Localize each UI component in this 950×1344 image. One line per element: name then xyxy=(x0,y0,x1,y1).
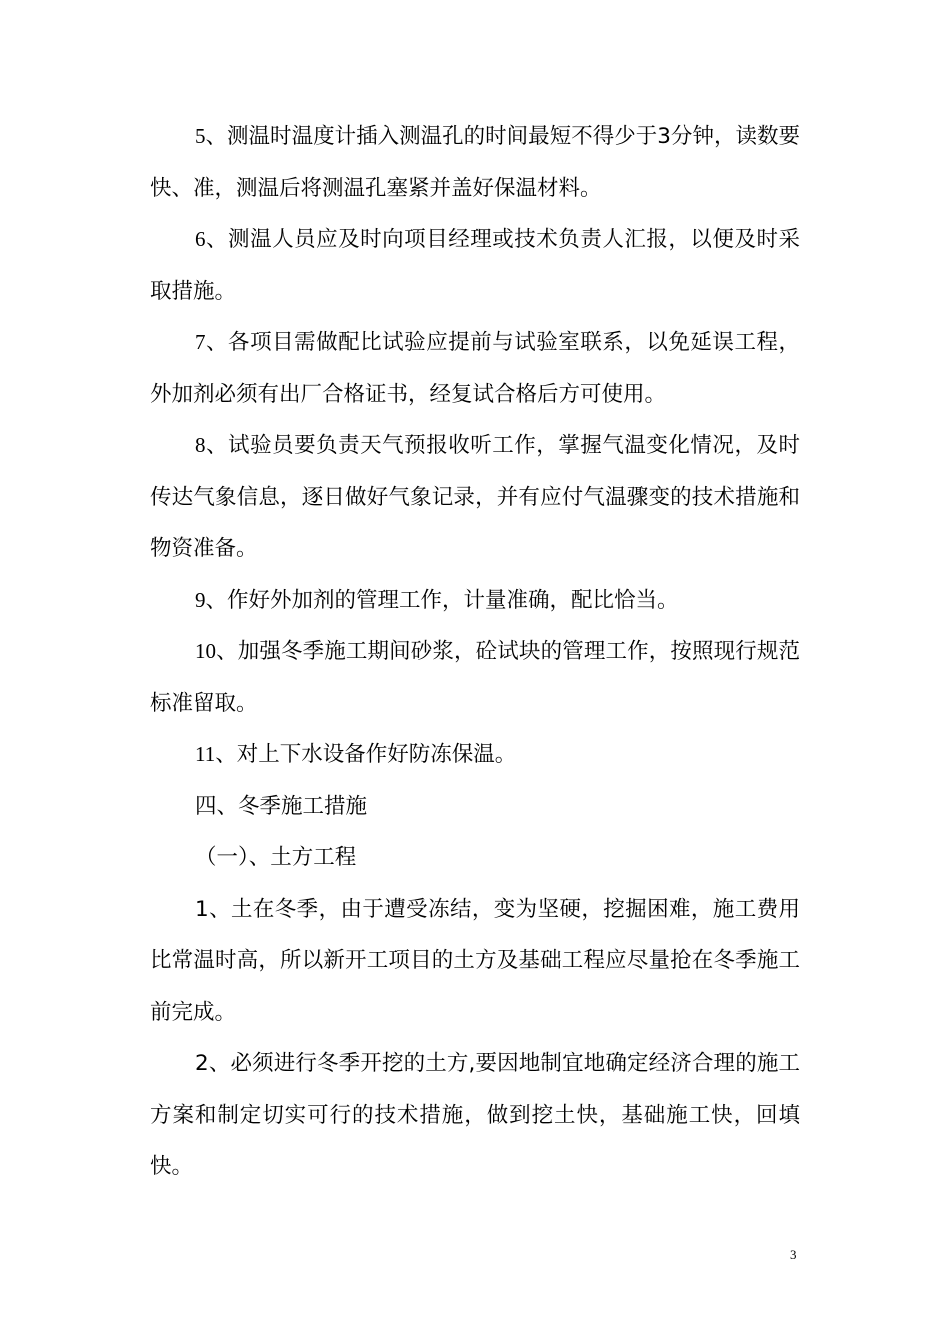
item-number: 9 xyxy=(195,587,206,612)
subsection-heading xyxy=(150,832,800,884)
section-heading-text: 四、冬季施工措施 xyxy=(195,793,368,819)
item-separator: 、 xyxy=(215,742,237,767)
item-separator: 、 xyxy=(205,587,228,613)
paragraph-text: 对上下水设备作好防冻保温。 xyxy=(236,742,517,767)
paragraph-text: 试验员要负责天气预报收听工作，掌握气温变化情况，及时传达气象信息，逐日做好气象记录，并有应付气温骤变的技术措施和物资准备。 xyxy=(150,433,800,561)
section-heading xyxy=(150,781,800,833)
paragraph-item-11 xyxy=(150,729,800,781)
paragraph-text: 2、必须进行冬季开挖的土方,要因地制宜地确定经济合理的施工方案和制定切实可行的技术措施，做到挖土快，基础施工快，回填快。 xyxy=(150,1051,800,1179)
paragraph-item-6 xyxy=(150,214,800,317)
paragraph-text: 1、土在冬季，由于遭受冻结，变为坚硬，挖掘困难，施工费用比常温时高，所以新开工项目的土方及基础工程应尽量抢在冬季施工前完成。 xyxy=(150,896,800,1025)
paragraph-item-10 xyxy=(150,626,800,729)
paragraph-text: 作好外加剂的管理工作，计量准确，配比恰当。 xyxy=(227,587,679,613)
item-separator: 、 xyxy=(205,330,229,355)
paragraph-item-7 xyxy=(150,317,800,420)
item-number: 7 xyxy=(195,330,206,354)
paragraph-item-9 xyxy=(150,575,800,627)
subsection-heading-text: （一）、土方工程 xyxy=(195,845,357,870)
item-number: 6 xyxy=(195,227,206,251)
item-separator: 、 xyxy=(205,124,228,149)
paragraph-text: 加强冬季施工期间砂浆，砼试块的管理工作，按照现行规范标准留取。 xyxy=(150,639,800,716)
item-separator: 、 xyxy=(205,227,229,252)
document-body xyxy=(150,111,800,1193)
paragraph-item-8 xyxy=(150,420,800,575)
paragraph-item-5 xyxy=(150,111,800,214)
item-number: 11 xyxy=(195,742,216,766)
item-separator: 、 xyxy=(216,639,238,664)
item-number: 5 xyxy=(195,124,206,148)
paragraph-text: 测温时温度计插入测温孔的时间最短不得少于3分钟，读数要快、准，测温后将测温孔塞紧并盖好保温材料。 xyxy=(150,124,800,201)
item-separator: 、 xyxy=(205,433,229,458)
paragraph-earthwork-1 xyxy=(150,884,800,1039)
page-number: 3 xyxy=(790,1247,797,1262)
item-number: 8 xyxy=(195,433,206,457)
paragraph-text: 各项目需做配比试验应提前与试验室联系，以免延误工程，外加剂必须有出厂合格证书，经复试合格后方可使用。 xyxy=(150,330,800,407)
paragraph-earthwork-2 xyxy=(150,1038,800,1193)
paragraph-text: 测温人员应及时向项目经理或技术负责人汇报，以便及时采取措施。 xyxy=(150,227,800,304)
item-number: 10 xyxy=(195,639,216,663)
